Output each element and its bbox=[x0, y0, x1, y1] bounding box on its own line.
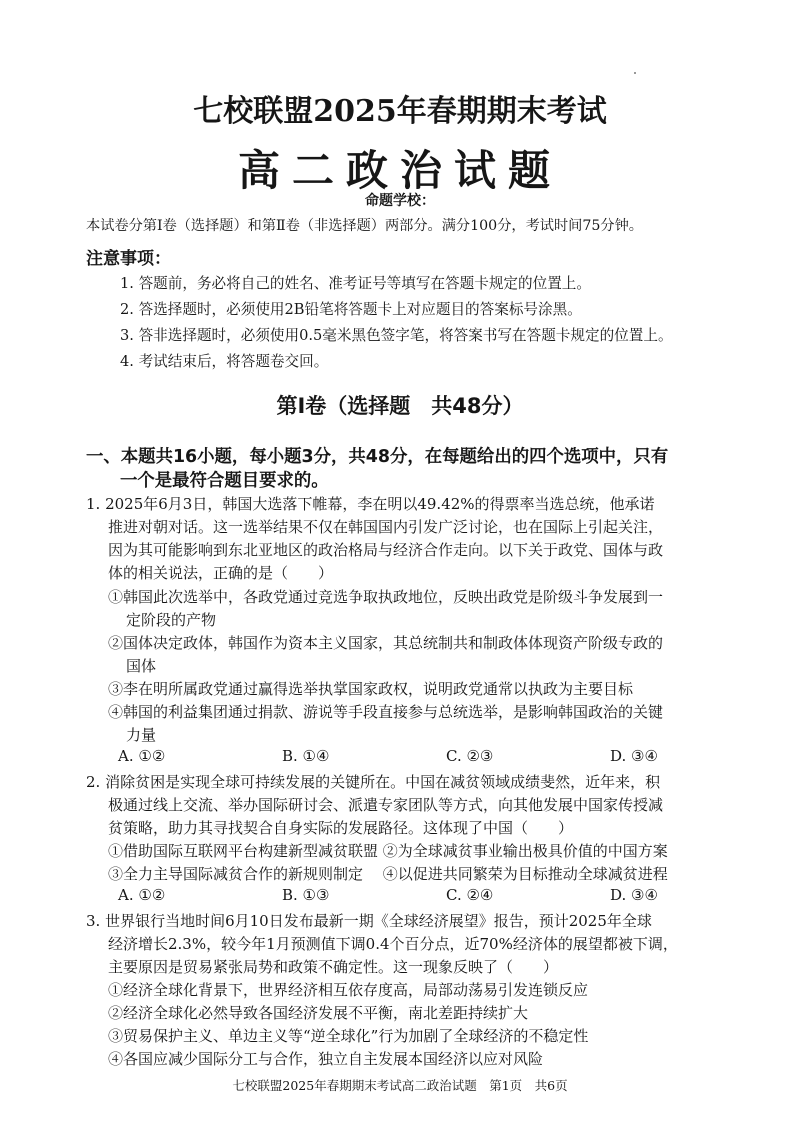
question-2-choice: ③全力主导国际减贫合作的新规则制定 ④以促进共同繁荣为目标推动全球减贫进程 bbox=[108, 865, 668, 883]
notice-heading: 注意事项： bbox=[86, 249, 171, 269]
question-1-answer-d: D. ③④ bbox=[610, 747, 658, 765]
question-3-choice: ①经济全球化背景下，世界经济相互依存度高，局部动荡易引发连锁反应 bbox=[108, 981, 589, 999]
question-1-choice: ②国体决定政体，韩国作为资本主义国家，其总统制共和制政体体现资产阶级专政的 bbox=[108, 634, 664, 652]
section-instruction: 一、本题共16小题，每小题3分，共48分，在每题给出的四个选项中，只有 bbox=[86, 447, 669, 467]
question-1-choice: 国体 bbox=[126, 657, 157, 675]
question-3-choice: ②经济全球化必然导致各国经济发展不平衡，南北差距持续扩大 bbox=[108, 1004, 529, 1022]
question-2-answer-b: B. ①③ bbox=[282, 886, 330, 904]
question-1-choice: 力量 bbox=[126, 726, 157, 744]
question-1-answer-c: C. ②③ bbox=[446, 747, 494, 765]
question-2-answer-a: A. ①② bbox=[118, 886, 166, 904]
question-1-answer-a: A. ①② bbox=[118, 747, 166, 765]
question-2-answer-c: C. ②④ bbox=[446, 886, 494, 904]
exam-title: 七校联盟2025年春期期末考试 bbox=[193, 94, 607, 129]
question-1-choice: ①韩国此次选举中，各政党通过竞选争取执政地位，反映出政党是阶级斗争发展到一 bbox=[108, 588, 664, 606]
subject-title: 高二政治试题 bbox=[237, 146, 562, 195]
question-3-stem: 经济增长2.3%，较今年1月预测值下调0.4个百分点，近70%经济体的展望都被下调， bbox=[108, 935, 678, 953]
scan-speck bbox=[634, 72, 636, 74]
notice-item: 1. 答题前，务必将自己的姓名、准考证号等填写在答题卡规定的位置上。 bbox=[120, 275, 591, 292]
question-2-stem: 贫策略，助力其寻找契合自身实际的发展路径。这体现了中国（ ） bbox=[108, 819, 574, 837]
question-1-choice: ③李在明所属政党通过赢得选举执掌国家政权，说明政党通常以执政为主要目标 bbox=[108, 680, 634, 698]
part-heading: 第Ⅰ卷（选择题 共48分） bbox=[276, 394, 524, 418]
question-1-choice: 定阶段的产物 bbox=[126, 611, 217, 629]
question-3-choice: ④各国应减少国际分工与合作，独立自主发展本国经济以应对风险 bbox=[108, 1050, 544, 1068]
question-1-stem: 体的相关说法，正确的是（ ） bbox=[108, 564, 334, 582]
question-3-stem: 主要原因是贸易紧张局势和政策不确定性。这一现象反映了（ ） bbox=[108, 958, 559, 976]
question-2-stem: 2. 消除贫困是实现全球可持续发展的关键所在。中国在减贫领域成绩斐然，近年来，积 bbox=[86, 773, 661, 791]
notice-item: 4. 考试结束后，将答题卷交回。 bbox=[120, 353, 329, 370]
question-3-stem: 3. 世界银行当地时间6月10日发布最新一期《全球经济展望》报告，预计2025年全球 bbox=[86, 912, 652, 930]
question-1-choice: ④韩国的利益集团通过捐款、游说等手段直接参与总统选举，是影响韩国政治的关键 bbox=[108, 703, 664, 721]
section-instruction: 一个是最符合题目要求的。 bbox=[120, 471, 329, 491]
question-1-stem: 因为其可能影响到东北亚地区的政治格局与经济合作走向。以下关于政党、国体与政 bbox=[108, 541, 664, 559]
question-1-stem: 1. 2025年6月3日，韩国大选落下帷幕，李在明以49.42%的得票率当选总统，他承诺 bbox=[86, 495, 655, 513]
exam-intro: 本试卷分第Ⅰ卷（选择题）和第Ⅱ卷（非选择题）两部分。满分100分，考试时间75分钟。 bbox=[86, 218, 643, 234]
question-2-stem: 极通过线上交流、举办国际研讨会、派遣专家团队等方式，向其他发展中国家传授减 bbox=[108, 796, 664, 814]
school-label: 命题学校： bbox=[365, 193, 435, 209]
question-3-choice: ③贸易保护主义、单边主义等“逆全球化”行为加剧了全球经济的不稳定性 bbox=[108, 1027, 589, 1045]
question-1-answer-b: B. ①④ bbox=[282, 747, 330, 765]
question-2-choice: ①借助国际互联网平台构建新型减贫联盟 ②为全球减贫事业输出极具价值的中国方案 bbox=[108, 842, 668, 860]
notice-item: 3. 答非选择题时，必须使用0.5毫米黑色签字笔，将答案书写在答题卡规定的位置上。 bbox=[120, 327, 673, 344]
page-footer: 七校联盟2025年春期期末考试高二政治试题 第1页 共6页 bbox=[232, 1078, 568, 1093]
question-1-stem: 推进对朝对话。这一选举结果不仅在韩国国内引发广泛讨论，也在国际上引起关注， bbox=[108, 518, 664, 536]
notice-item: 2. 答选择题时，必须使用2B铅笔将答题卡上对应题目的答案标号涂黑。 bbox=[120, 301, 582, 318]
question-2-answer-d: D. ③④ bbox=[610, 886, 658, 904]
